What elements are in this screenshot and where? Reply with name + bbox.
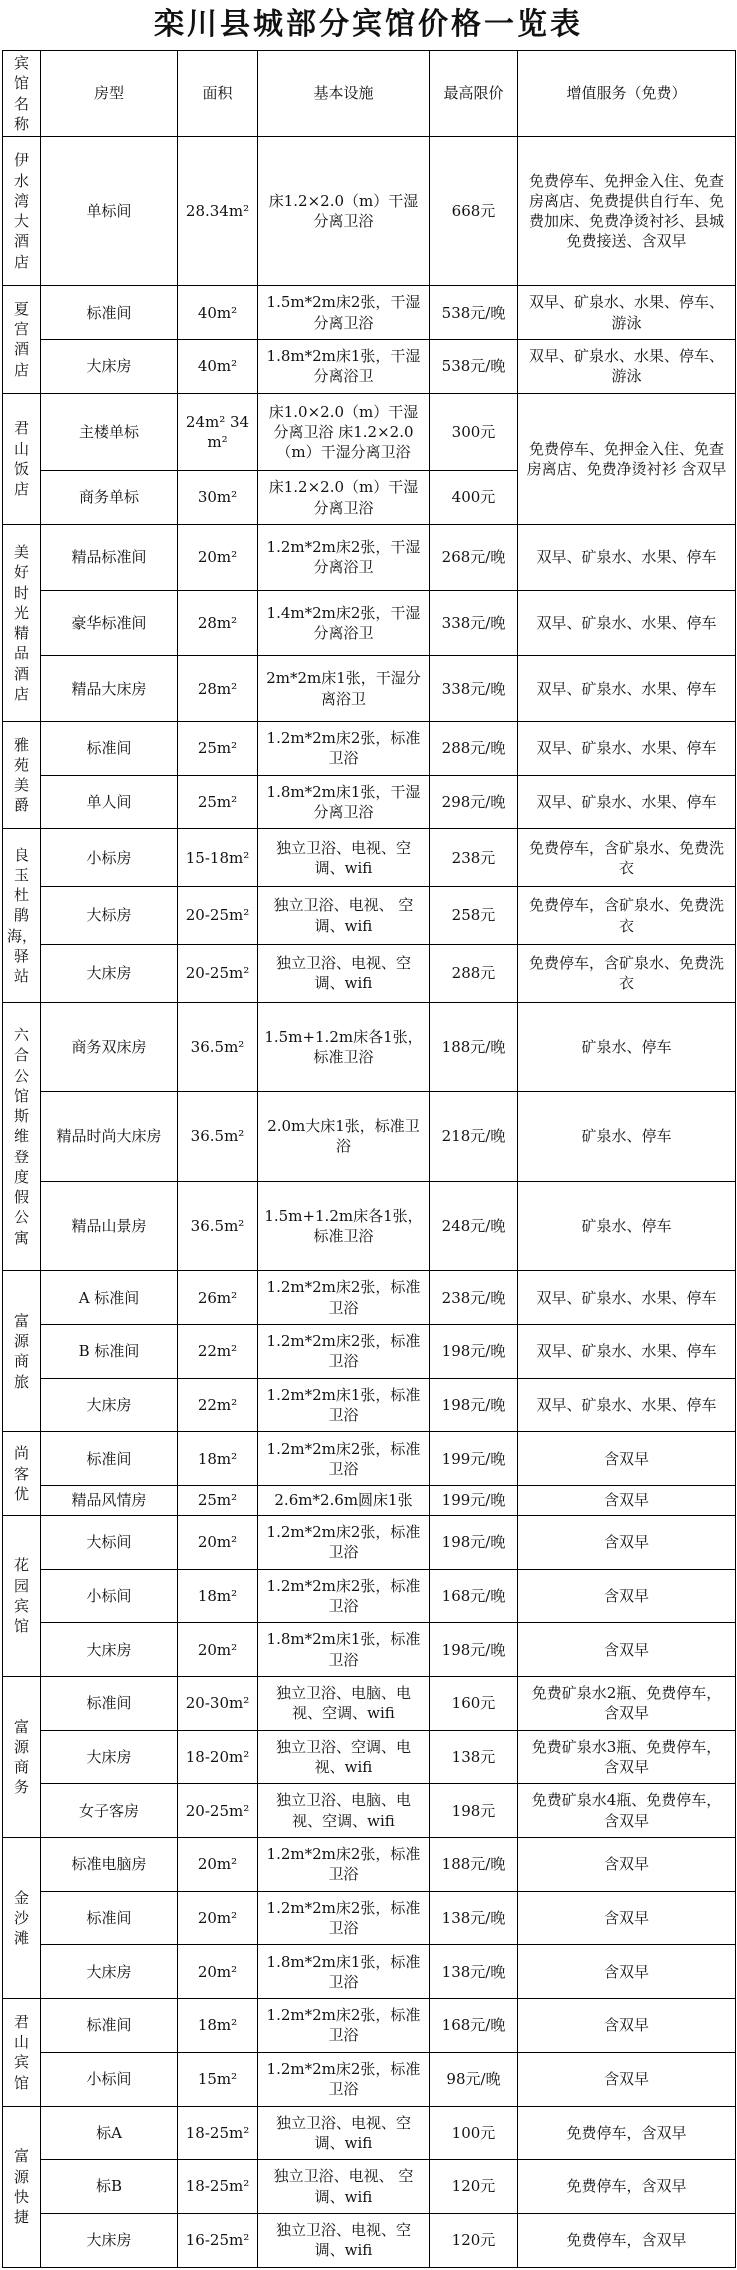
area-cell: 24m² 34m² (178, 393, 258, 471)
hotel-name-cell: 雅苑美爵 (3, 722, 41, 829)
price-cell: 198元/晚 (430, 1623, 518, 1677)
table-row (3, 2160, 736, 2214)
hotel-name-cell: 美好时光精品酒店 (3, 524, 41, 721)
price-cell: 338元/晚 (430, 656, 518, 722)
facilities-cell: 独立卫浴、电视、空调、wifi (258, 944, 430, 1002)
room-type-cell: 标准间 (41, 1677, 178, 1731)
price-cell: 138元/晚 (430, 1945, 518, 1999)
hotel-name-cell: 尚客优 (3, 1432, 41, 1515)
area-cell: 40m² (178, 339, 258, 393)
table-row (3, 1515, 736, 1569)
table-row (3, 286, 736, 340)
services-cell: 免费停车，含矿泉水、免费洗衣 (518, 944, 736, 1002)
room-type-cell: B 标准间 (41, 1325, 178, 1379)
area-cell: 15m² (178, 2052, 258, 2106)
room-type-cell: 商务单标 (41, 471, 178, 525)
services-cell: 双早、矿泉水、水果、停车 (518, 722, 736, 776)
room-type-cell: 小标间 (41, 2052, 178, 2106)
facilities-cell: 床1.2×2.0（m）干湿分离卫浴 (258, 137, 430, 286)
price-cell: 218元/晚 (430, 1092, 518, 1182)
services-cell: 含双早 (518, 1838, 736, 1892)
room-type-cell: 大床房 (41, 1945, 178, 1999)
area-cell: 20m² (178, 1945, 258, 1999)
header-services: 增值服务（免费） (518, 51, 736, 137)
table-row (3, 887, 736, 945)
facilities-cell: 独立卫浴、电视、空调、wifi (258, 829, 430, 887)
services-cell: 双早、矿泉水、水果、停车、游泳 (518, 339, 736, 393)
services-cell: 双早、矿泉水、水果、停车 (518, 524, 736, 590)
table-row (3, 2106, 736, 2160)
room-type-cell: 大床房 (41, 2213, 178, 2267)
services-cell: 双早、矿泉水、水果、停车 (518, 1378, 736, 1432)
facilities-cell: 1.2m*2m床2张，标准卫浴 (258, 1325, 430, 1379)
table-row (3, 1325, 736, 1379)
services-cell: 含双早 (518, 1569, 736, 1623)
hotel-name-cell: 良玉杜鹃海，驿站 (3, 829, 41, 1002)
services-cell: 含双早 (518, 1515, 736, 1569)
room-type-cell: 单人间 (41, 775, 178, 829)
table-row (3, 1945, 736, 1999)
area-cell: 25m² (178, 1486, 258, 1516)
area-cell: 28m² (178, 656, 258, 722)
room-type-cell: 主楼单标 (41, 393, 178, 471)
facilities-cell: 1.5m*2m床2张，干湿分离卫浴 (258, 286, 430, 340)
price-cell: 288元 (430, 944, 518, 1002)
table-row (3, 1378, 736, 1432)
area-cell: 22m² (178, 1378, 258, 1432)
services-cell: 含双早 (518, 1945, 736, 1999)
services-cell: 双早、矿泉水、水果、停车 (518, 590, 736, 656)
room-type-cell: 豪华标准间 (41, 590, 178, 656)
room-type-cell: 标准间 (41, 1999, 178, 2053)
price-cell: 168元/晚 (430, 1569, 518, 1623)
facilities-cell: 1.2m*2m床2张，标准卫浴 (258, 2052, 430, 2106)
services-cell: 含双早 (518, 1999, 736, 2053)
area-cell: 20m² (178, 1623, 258, 1677)
price-cell: 400元 (430, 471, 518, 525)
facilities-cell: 1.2m*2m床2张，标准卫浴 (258, 722, 430, 776)
area-cell: 36.5m² (178, 1002, 258, 1092)
table-row (3, 1181, 736, 1271)
room-type-cell: 商务双床房 (41, 1002, 178, 1092)
area-cell: 20-30m² (178, 1677, 258, 1731)
facilities-cell: 1.2m*2m床2张，标准卫浴 (258, 1432, 430, 1486)
table-row (3, 1999, 736, 2053)
price-cell: 100元 (430, 2106, 518, 2160)
price-cell: 298元/晚 (430, 775, 518, 829)
room-type-cell: 标准间 (41, 286, 178, 340)
area-cell: 18m² (178, 1432, 258, 1486)
price-cell: 199元/晚 (430, 1432, 518, 1486)
price-cell: 248元/晚 (430, 1181, 518, 1271)
table-row (3, 722, 736, 776)
facilities-cell: 床1.2×2.0（m）干湿分离卫浴 (258, 471, 430, 525)
services-cell: 双早、矿泉水、水果、停车 (518, 1271, 736, 1325)
area-cell: 20m² (178, 524, 258, 590)
price-cell: 188元/晚 (430, 1838, 518, 1892)
room-type-cell: 大床房 (41, 1730, 178, 1784)
facilities-cell: 独立卫浴、电视、空调、wifi (258, 2213, 430, 2267)
area-cell: 30m² (178, 471, 258, 525)
services-cell: 免费矿泉水4瓶、免费停车， 含双早 (518, 1784, 736, 1838)
services-cell: 免费停车，含矿泉水、免费洗衣 (518, 829, 736, 887)
table-row (3, 2213, 736, 2267)
table-row (3, 656, 736, 722)
area-cell: 26m² (178, 1271, 258, 1325)
price-cell: 138元/晚 (430, 1891, 518, 1945)
table-row (3, 1569, 736, 1623)
area-cell: 16-25m² (178, 2213, 258, 2267)
table-row (3, 339, 736, 393)
area-cell: 20m² (178, 1515, 258, 1569)
facilities-cell: 1.8m*2m床1张，标准卫浴 (258, 1945, 430, 1999)
room-type-cell: 单标间 (41, 137, 178, 286)
room-type-cell: 大标间 (41, 1515, 178, 1569)
price-cell: 199元/晚 (430, 1486, 518, 1516)
services-cell: 矿泉水、停车 (518, 1092, 736, 1182)
price-cell: 258元 (430, 887, 518, 945)
services-cell: 含双早 (518, 1486, 736, 1516)
room-type-cell: 大床房 (41, 1378, 178, 1432)
room-type-cell: 大床房 (41, 1623, 178, 1677)
room-type-cell: 精品时尚大床房 (41, 1092, 178, 1182)
table-row (3, 1271, 736, 1325)
header-room-type: 房型 (41, 51, 178, 137)
area-cell: 20m² (178, 1891, 258, 1945)
table-row (3, 1092, 736, 1182)
room-type-cell: 标准间 (41, 722, 178, 776)
services-cell: 免费矿泉水3瓶、免费停车， 含双早 (518, 1730, 736, 1784)
services-cell: 双早、矿泉水、水果、停车 (518, 775, 736, 829)
facilities-cell: 1.2m*2m床2张，标准卫浴 (258, 1271, 430, 1325)
services-cell: 含双早 (518, 1432, 736, 1486)
room-type-cell: 小标间 (41, 1569, 178, 1623)
services-cell: 免费停车，含双早 (518, 2160, 736, 2214)
area-cell: 28.34m² (178, 137, 258, 286)
facilities-cell: 床1.0×2.0（m）干湿分离卫浴 床1.2×2.0（m）干湿分离卫浴 (258, 393, 430, 471)
price-cell: 268元/晚 (430, 524, 518, 590)
table-row (3, 1486, 736, 1516)
price-cell: 668元 (430, 137, 518, 286)
room-type-cell: 精品标准间 (41, 524, 178, 590)
header-max-price: 最高限价 (430, 51, 518, 137)
hotel-name-cell: 富源商旅 (3, 1271, 41, 1432)
facilities-cell: 2.6m*2.6m圆床1张 (258, 1486, 430, 1516)
facilities-cell: 独立卫浴、电视、空调、wifi (258, 2106, 430, 2160)
services-cell: 矿泉水、停车 (518, 1181, 736, 1271)
area-cell: 20-25m² (178, 944, 258, 1002)
room-type-cell: 标准间 (41, 1432, 178, 1486)
services-cell: 矿泉水、停车 (518, 1002, 736, 1092)
room-type-cell: 标准电脑房 (41, 1838, 178, 1892)
facilities-cell: 独立卫浴、电视、 空调、wifi (258, 887, 430, 945)
room-type-cell: 女子客房 (41, 1784, 178, 1838)
services-cell: 免费停车，含双早 (518, 2213, 736, 2267)
price-cell: 120元 (430, 2160, 518, 2214)
price-cell: 538元/晚 (430, 286, 518, 340)
facilities-cell: 1.8m*2m床1张，干湿分离卫浴 (258, 775, 430, 829)
facilities-cell: 1.2m*2m床2张，标准卫浴 (258, 1838, 430, 1892)
table-row (3, 393, 736, 471)
facilities-cell: 1.2m*2m床2张，标准卫浴 (258, 1515, 430, 1569)
table-body (3, 137, 736, 2268)
table-row (3, 1677, 736, 1731)
hotel-name-cell: 花园宾馆 (3, 1515, 41, 1676)
price-cell: 188元/晚 (430, 1002, 518, 1092)
hotel-name-cell: 富源快捷 (3, 2106, 41, 2268)
price-cell: 120元 (430, 2213, 518, 2267)
facilities-cell: 2m*2m床1张，干湿分离浴卫 (258, 656, 430, 722)
table-header-row (3, 51, 736, 137)
room-type-cell: 精品山景房 (41, 1181, 178, 1271)
room-type-cell: 大床房 (41, 339, 178, 393)
table-row (3, 1891, 736, 1945)
price-cell: 300元 (430, 393, 518, 471)
table-row (3, 1784, 736, 1838)
room-type-cell: 精品大床房 (41, 656, 178, 722)
area-cell: 18-20m² (178, 1730, 258, 1784)
facilities-cell: 2.0m大床1张，标准卫浴 (258, 1092, 430, 1182)
facilities-cell: 独立卫浴、空调、电视、wifi (258, 1730, 430, 1784)
area-cell: 25m² (178, 722, 258, 776)
area-cell: 18-25m² (178, 2106, 258, 2160)
services-cell: 免费矿泉水2瓶、免费停车， 含双早 (518, 1677, 736, 1731)
area-cell: 15-18m² (178, 829, 258, 887)
table-row (3, 775, 736, 829)
room-type-cell: 标A (41, 2106, 178, 2160)
area-cell: 40m² (178, 286, 258, 340)
price-cell: 198元 (430, 1784, 518, 1838)
area-cell: 36.5m² (178, 1092, 258, 1182)
facilities-cell: 1.5m+1.2m床各1张，标准卫浴 (258, 1181, 430, 1271)
services-cell: 双早、矿泉水、水果、停车 (518, 1325, 736, 1379)
table-row (3, 1002, 736, 1092)
services-cell: 含双早 (518, 2052, 736, 2106)
header-facilities: 基本设施 (258, 51, 430, 137)
price-cell: 198元/晚 (430, 1515, 518, 1569)
price-cell: 238元/晚 (430, 1271, 518, 1325)
area-cell: 25m² (178, 775, 258, 829)
room-type-cell: 大标房 (41, 887, 178, 945)
table-row (3, 1432, 736, 1486)
room-type-cell: 标准间 (41, 1891, 178, 1945)
price-cell: 98元/晚 (430, 2052, 518, 2106)
table-row (3, 2052, 736, 2106)
facilities-cell: 1.2m*2m床2张，标准卫浴 (258, 1569, 430, 1623)
facilities-cell: 独立卫浴、电脑、电视、空调、wifi (258, 1784, 430, 1838)
facilities-cell: 1.2m*2m床2张，标准卫浴 (258, 1891, 430, 1945)
services-cell: 免费停车，含双早 (518, 2106, 736, 2160)
room-type-cell: 标B (41, 2160, 178, 2214)
hotel-name-cell: 君山宾馆 (3, 1999, 41, 2106)
hotel-price-table (2, 50, 736, 2268)
table-row (3, 524, 736, 590)
area-cell: 28m² (178, 590, 258, 656)
hotel-name-cell: 六合公馆斯维登度假公寓 (3, 1002, 41, 1271)
area-cell: 20-25m² (178, 887, 258, 945)
area-cell: 20-25m² (178, 1784, 258, 1838)
table-row (3, 1730, 736, 1784)
price-cell: 198元/晚 (430, 1325, 518, 1379)
area-cell: 36.5m² (178, 1181, 258, 1271)
room-type-cell: 小标房 (41, 829, 178, 887)
area-cell: 18m² (178, 1999, 258, 2053)
room-type-cell: A 标准间 (41, 1271, 178, 1325)
table-row (3, 1623, 736, 1677)
facilities-cell: 1.2m*2m床2张，干湿分离浴卫 (258, 524, 430, 590)
facilities-cell: 独立卫浴、电视、 空调、wifi (258, 2160, 430, 2214)
facilities-cell: 独立卫浴、电脑、电视、空调、wifi (258, 1677, 430, 1731)
header-area: 面积 (178, 51, 258, 137)
hotel-name-cell: 夏宫酒店 (3, 286, 41, 393)
header-hotel-name: 宾馆名称 (3, 51, 41, 137)
facilities-cell: 1.8m*2m床1张，干湿分离浴卫 (258, 339, 430, 393)
facilities-cell: 1.2m*2m床1张，标准卫浴 (258, 1378, 430, 1432)
facilities-cell: 1.4m*2m床2张，干湿分离浴卫 (258, 590, 430, 656)
facilities-cell: 1.5m+1.2m床各1张，标准卫浴 (258, 1002, 430, 1092)
area-cell: 22m² (178, 1325, 258, 1379)
price-cell: 538元/晚 (430, 339, 518, 393)
table-row (3, 137, 736, 286)
area-cell: 18m² (178, 1569, 258, 1623)
room-type-cell: 大床房 (41, 944, 178, 1002)
facilities-cell: 1.8m*2m床1张，标准卫浴 (258, 1623, 430, 1677)
services-cell: 含双早 (518, 1623, 736, 1677)
services-cell: 含双早 (518, 1891, 736, 1945)
hotel-name-cell: 富源商务 (3, 1677, 41, 1838)
room-type-cell: 精品风情房 (41, 1486, 178, 1516)
services-cell: 双早、矿泉水、水果、停车、游泳 (518, 286, 736, 340)
hotel-name-cell: 伊水湾大酒店 (3, 137, 41, 286)
services-cell: 免费停车，含矿泉水、免费洗衣 (518, 887, 736, 945)
services-cell: 免费停车、免押金入住、免查房离店、免费提供自行车、免费加床、免费净烫衬衫、县城免费接送、含双早 (518, 137, 736, 286)
area-cell: 18-25m² (178, 2160, 258, 2214)
facilities-cell: 1.2m*2m床2张，标准卫浴 (258, 1999, 430, 2053)
price-cell: 238元 (430, 829, 518, 887)
area-cell: 20m² (178, 1838, 258, 1892)
hotel-name-cell: 金沙滩 (3, 1838, 41, 1999)
services-cell: 双早、矿泉水、水果、停车 (518, 656, 736, 722)
table-row (3, 1838, 736, 1892)
services-cell: 免费停车、免押金入住、免查房离店、免费净烫衬衫 含双早 (518, 393, 736, 524)
price-cell: 288元/晚 (430, 722, 518, 776)
hotel-name-cell: 君山饭店 (3, 393, 41, 524)
table-row (3, 944, 736, 1002)
price-cell: 338元/晚 (430, 590, 518, 656)
page-title: 栾川县城部分宾馆价格一览表 (154, 7, 583, 42)
price-cell: 198元/晚 (430, 1378, 518, 1432)
table-row (3, 829, 736, 887)
price-cell: 168元/晚 (430, 1999, 518, 2053)
table-row (3, 590, 736, 656)
price-cell: 160元 (430, 1677, 518, 1731)
price-cell: 138元 (430, 1730, 518, 1784)
